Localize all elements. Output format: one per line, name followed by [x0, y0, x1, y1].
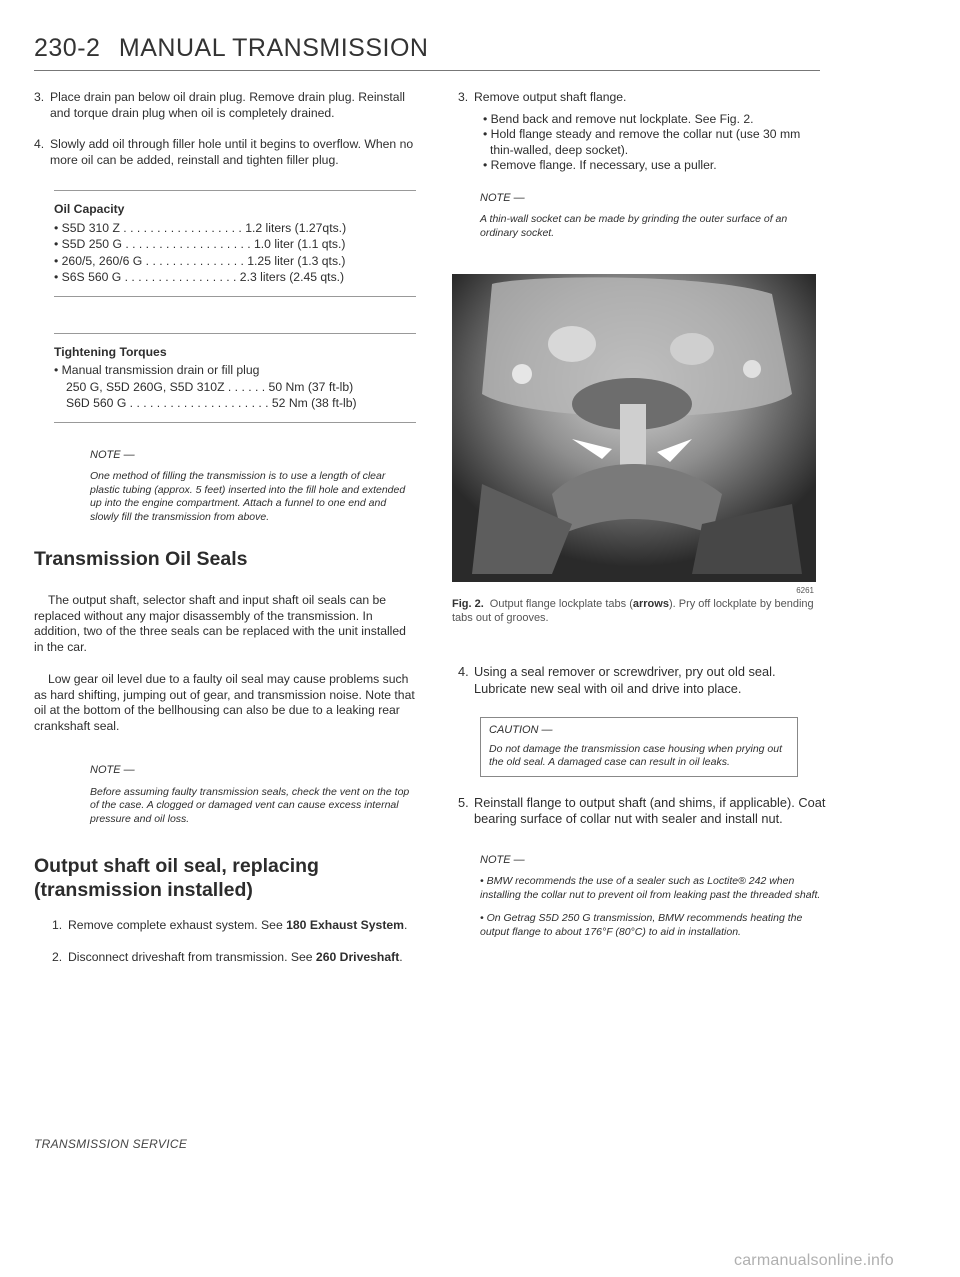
oil-capacity-box [54, 201, 416, 286]
note-vent [90, 764, 416, 826]
note-thin-socket [480, 192, 826, 241]
note-bullet: • BMW recommends the use of a sealer such as Loctite® 242 when installing the collar nut to prevent oil from leaking past the threaded shaft. [480, 875, 821, 901]
section-title-line: Output shaft oil seal, replacing [34, 855, 319, 877]
step-4-fill [34, 137, 416, 168]
note-bullet: • On Getrag S5D 250 G transmission, BMW recommends heating the output flange to about 176°F (80°C) to aid in installation. [480, 912, 803, 938]
note-filling [90, 449, 416, 525]
caption-text: Output flange lockplate tabs ( [489, 598, 633, 610]
caption-text-end: ). Pry off lockplate by bending tabs out of grooves. [452, 598, 814, 624]
step-text-end: . [404, 918, 408, 932]
step-text: Reinstall flange to output shaft (and shims, if applicable). Coat bearing surface of collar nut with sealer and install nut. [474, 794, 826, 826]
page-footer: TRANSMISSION SERVICE [34, 1137, 188, 1151]
tightening-torques-box [54, 344, 416, 412]
spec-rule-top [54, 333, 416, 334]
right-column-lower [458, 664, 826, 939]
spec-rule-bottom [54, 296, 416, 297]
step-text: Using a seal remover or screwdriver, pry out old seal. Lubricate new seal with oil and drive into place. [474, 664, 776, 696]
left-column [34, 90, 416, 981]
torques-row: 250 G, S5D 260G, S5D 310Z . . . . . . 50 Nm (37 ft-lb) [66, 379, 354, 394]
step-1-exhaust [52, 918, 416, 934]
photo-code: 6261 [796, 586, 814, 595]
step-5-reinstall [458, 795, 826, 828]
figure-caption [452, 598, 824, 625]
oil-capacity-title: Oil Capacity [54, 202, 125, 216]
note-heading: NOTE — [90, 764, 135, 776]
note-sealer [480, 854, 826, 940]
bullet-list [458, 112, 826, 174]
figure-photo [452, 274, 816, 595]
step-number: 4. [34, 137, 45, 151]
spec-rule-bottom [54, 422, 416, 423]
oil-capacity-row: • 260/5, 260/6 G . . . . . . . . . . . . . . . 1.25 liter (1.3 qts.) [54, 253, 346, 268]
caution-box [480, 717, 798, 777]
torques-item: • Manual transmission drain or fill plug [54, 363, 260, 377]
note-text: One method of filling the transmission is to use a length of clear plastic tubing (approx. 5 feet) inserted into the fill hole and extended up into the engine compartment. Attach a funnel to one end and slowly fill the transmission from above. [90, 470, 406, 523]
list-item: • Remove flange. If necessary, use a puller. [483, 158, 717, 172]
paragraph: The output shaft, selector shaft and input shaft oil seals can be replaced without any major disassembly of the transmission. In addition, two of the three seals can be replaced with the unit installed in the car. [34, 593, 406, 654]
section-title-output-seal [34, 854, 416, 902]
page-header [34, 34, 820, 63]
watermark-text: carmanualsonline.info [734, 1252, 894, 1269]
torques-title: Tightening Torques [54, 344, 167, 359]
note-heading: NOTE — [480, 853, 525, 866]
list-item: • Bend back and remove nut lockplate. See Fig. 2. [483, 111, 754, 126]
cross-reference: 260 Driveshaft [315, 949, 400, 964]
section-title-oil-seals: Transmission Oil Seals [34, 548, 248, 570]
note-heading: NOTE — [90, 448, 135, 461]
note-heading: NOTE — [480, 191, 525, 204]
step-3-remove-flange [458, 90, 826, 106]
caution-text: Do not damage the transmission case housing when prying out the old seal. A damaged case can result in oil leaks. [489, 742, 783, 768]
section-title-line: (transmission installed) [34, 879, 253, 901]
page-title: MANUAL TRANSMISSION [118, 34, 429, 62]
step-4-pry-seal [458, 664, 826, 697]
oil-capacity-row: • S5D 310 Z . . . . . . . . . . . . . . . . . . 1.2 liters (1.27qts.) [54, 220, 347, 235]
header-divider [34, 70, 820, 71]
step-text-end: . [399, 949, 403, 964]
page-number: 230-2 [34, 34, 101, 62]
step-number: 3. [34, 90, 45, 104]
note-text: A thin-wall socket can be made by grinding the outer surface of an ordinary socket. [480, 213, 788, 239]
step-2-driveshaft [52, 950, 416, 966]
paragraph: Low gear oil level due to a faulty oil seal may cause problems such as hard shifting, jumping out of gear, and transmission noise. Note that oil at the bottom of the bellhousing can also be due to a leaking rear crankshaft seal. [34, 672, 415, 733]
torques-row: S6D 560 G . . . . . . . . . . . . . . . . . . . . . 52 Nm (38 ft-lb) [66, 396, 357, 410]
step-number: 2. [52, 949, 63, 964]
right-column [458, 90, 826, 240]
step-number: 3. [458, 90, 469, 104]
oil-capacity-row: • S6S 560 G . . . . . . . . . . . . . . . . . 2.3 liters (2.45 qts.) [54, 270, 345, 284]
oil-capacity-row: • S5D 250 G . . . . . . . . . . . . . . . . . . . 1.0 liter (1.1 qts.) [54, 237, 346, 251]
spec-rule-top [54, 190, 416, 191]
caution-heading: CAUTION — [489, 724, 553, 736]
step-text: Remove complete exhaust system. See [68, 918, 287, 932]
step-number: 1. [52, 918, 63, 932]
step-number: 5. [458, 794, 469, 810]
step-3-drain [34, 90, 416, 121]
list-item: • Hold flange steady and remove the collar nut (use 30 mm thin-walled, deep socket). [483, 127, 801, 157]
cross-reference: 180 Exhaust System [286, 918, 405, 932]
note-text: Before assuming faulty transmission seals, check the vent on the top of the case. A clogged or damaged vent can cause excess internal pressure and oil loss. [90, 785, 410, 825]
caption-highlight: arrows [632, 598, 669, 610]
step-text: Slowly add oil through filler hole until it begins to overflow. When no more oil can be added, reinstall and tighten filler plug. [50, 137, 414, 167]
figure-label: Fig. 2. [452, 598, 484, 610]
step-text: Disconnect driveshaft from transmission. See [68, 949, 316, 964]
step-text: Remove output shaft flange. [474, 90, 627, 104]
step-text: Place drain pan below oil drain plug. Remove drain plug. Reinstall and torque drain plug when oil is completely drained. [50, 90, 405, 120]
step-number: 4. [458, 664, 469, 679]
transmission-photo-illustration [452, 274, 816, 582]
